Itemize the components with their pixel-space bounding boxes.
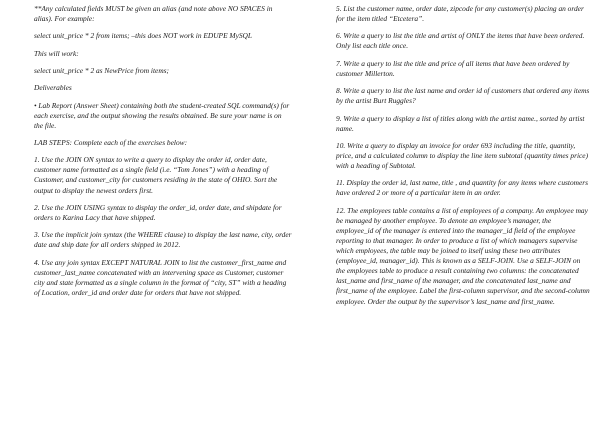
exercise-5: 5. List the customer name, order date, zipcode for any customer(s) placing an order for the item titled “Etcetera”. bbox=[336, 4, 584, 24]
exercise-3: 3. Use the implicit join syntax (the WHERE clause) to display the last name, city, order date and ship date for all orders shipped in 2012. bbox=[34, 230, 292, 250]
exercise-12: 12. The employees table contains a list of employees of a company. An employee may be managed by another employee. To denote an employee’s manager, the employee_id of the manager is entered into the manager_id field of the employee reporting to that manager. In order to produce a list of which managers supervise which employees, the table may be joined to itself using these two attributes (employee_id, manager_id). This is known as a SELF-JOIN. Use a SELF-JOIN on the employees table to produce a result containing two columns: the concatenated last_name and first_name of the manager, and the concatenated last_name and first_name of the employee. Label the first-column supervisor, and the second-column employee. Order the output by the supervisor’s last_name and first_name. bbox=[336, 205, 590, 306]
exercise-10: 10. Write a query to display an invoice for order 693 including the title, quantity, price, and a calculated column to display the line item subtotal (quantity times price) with a heading of Subtotal. bbox=[336, 140, 589, 171]
exercise-8: 8. Write a query to list the last name and order id of customers that ordered any items by the artist Burt Ruggles? bbox=[336, 86, 590, 106]
good-example: select unit_price * 2 as NewPrice from items; bbox=[34, 65, 169, 75]
bad-example: select unit_price * 2 from items; –this does NOT work in EDUPE MySQL bbox=[34, 31, 253, 41]
exercise-9: 9. Write a query to display a list of titles along with the artist name., sorted by artist name. bbox=[336, 113, 585, 133]
will-work-label: This will work: bbox=[34, 48, 79, 58]
exercise-6: 6. Write a query to list the title and artist of ONLY the items that have been ordered. Only list each title once. bbox=[336, 31, 585, 51]
alias-note: **Any calculated fields MUST be given an alias (and note above NO SPACES in alias). For example: bbox=[34, 4, 273, 24]
deliverables-heading: Deliverables bbox=[34, 83, 72, 93]
exercise-1: 1. Use the JOIN ON syntax to write a query to display the order id, order date, customer name formatted as a single field (i.e. “Tom Jones”) with a heading of Customer, and customer_city for customers residing in the state of OHIO. Sort the output to display the newest orders first. bbox=[34, 155, 278, 195]
lab-steps-heading: LAB STEPS: Complete each of the exercises below: bbox=[34, 137, 188, 147]
exercise-7: 7. Write a query to list the title and price of all items that have been ordered by customer Millerton. bbox=[336, 58, 570, 78]
exercise-11: 11. Display the order id, last name, title , and quantity for any items where customers have ordered 2 or more of a particular item in an order. bbox=[336, 178, 589, 198]
deliverables-item: • Lab Report (Answer Sheet) containing both the student-created SQL command(s) for each exercise, and the output showing the results obtained. Be sure your name is on the file. bbox=[34, 100, 290, 130]
left-column bbox=[34, 4, 292, 305]
exercise-2: 2. Use the JOIN USING syntax to display the order_id, order date, and shipdate for orders to Karina Lacy that have shipped. bbox=[34, 202, 282, 222]
exercise-4: 4. Use any join syntax EXCEPT NATURAL JOIN to list the customer_first_name and customer_last_name concatenated with an intervening space as Customer, customer city and state formatted as a single column in the format of “city, ST” with a heading of Location, order_id and order date for orders that have not shipped. bbox=[34, 257, 287, 297]
right-column bbox=[336, 4, 590, 314]
